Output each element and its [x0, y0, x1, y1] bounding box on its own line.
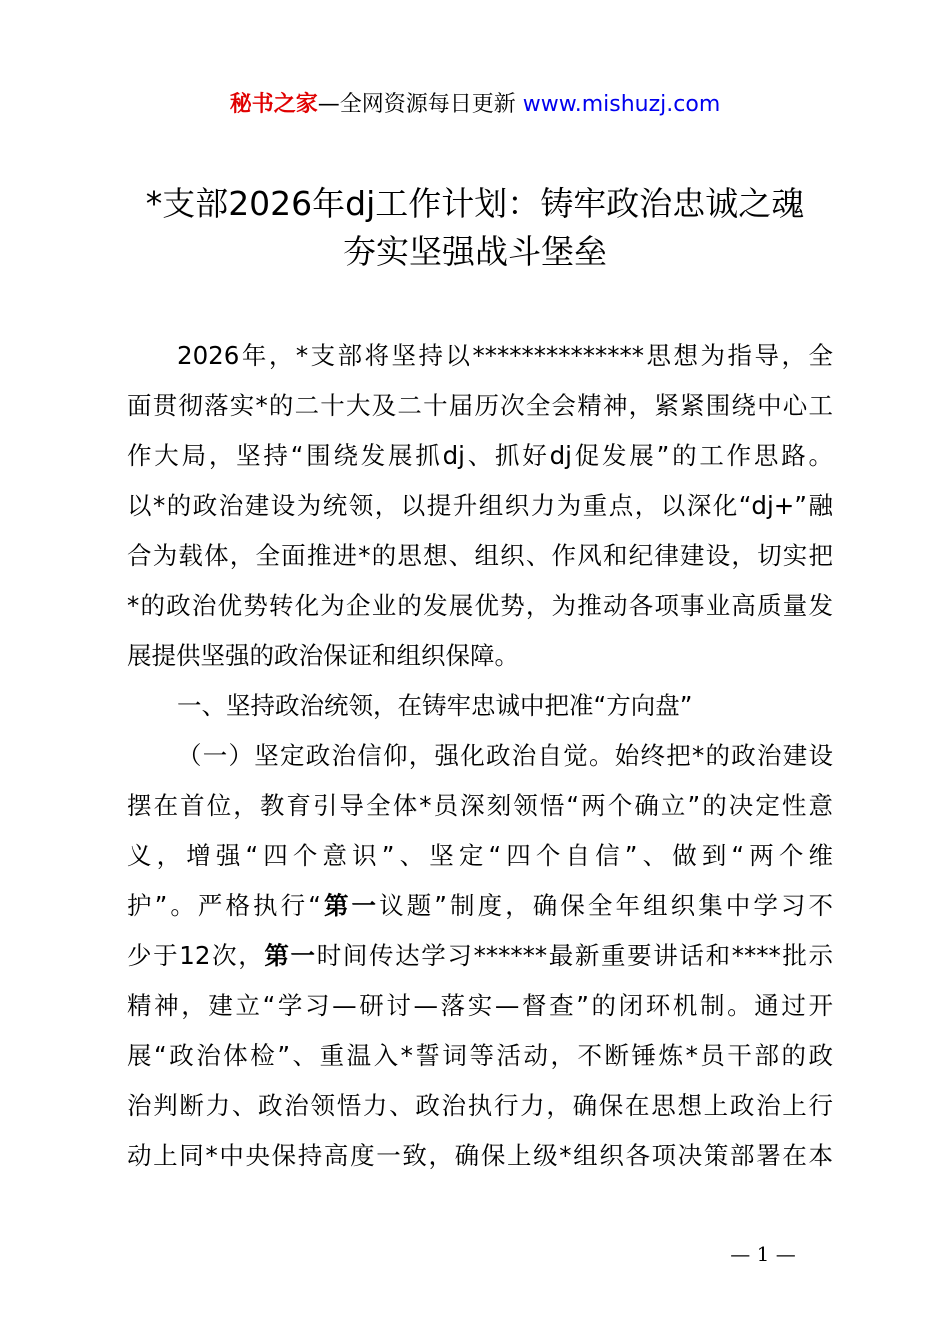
- site-banner: [0, 90, 950, 120]
- intro-paragraph: [127, 331, 833, 681]
- paragraph-line: [127, 931, 833, 981]
- paragraph-line: 治判断力、政治领悟力、政治执行力，确保在思想上政治上行: [127, 1091, 833, 1120]
- brand-name: 秘书之家: [229, 92, 318, 117]
- text-segment: 议题”制度，确保全年组织集中学习不: [379, 891, 833, 920]
- bold-text: 第一: [320, 891, 380, 920]
- paragraph-line: 摆在首位，教育引导全体*员深刻领悟“两个确立”的决定性意: [127, 791, 833, 820]
- section-heading: [127, 681, 833, 731]
- banner-tagline: —全网资源每日更新: [317, 92, 523, 117]
- paragraph-line: 展提供坚强的政治保证和组织保障。: [127, 641, 519, 670]
- paragraph-line: 义，增强“四个意识”、坚定“四个自信”、做到“两个维: [127, 841, 833, 870]
- document-body: [127, 331, 833, 1181]
- paragraph-line: 作大局，坚持“围绕发展抓dj、抓好dj促发展”的工作思路。: [127, 441, 833, 470]
- subsection-paragraph: [127, 731, 833, 1181]
- paragraph-line: 展“政治体检”、重温入*誓词等活动，不断锤炼*员干部的政: [127, 1041, 833, 1070]
- text-segment: 时间传达学习******最新重要讲话和****批示: [316, 941, 833, 970]
- title-line-2: 夯实坚强战斗堡垒: [343, 232, 607, 271]
- paragraph-line: （一）坚定政治信仰，强化政治自觉。始终把*的政治建设: [177, 741, 833, 770]
- page-number: — 1 —: [730, 1242, 796, 1266]
- document-title: [60, 180, 890, 276]
- site-url-link[interactable]: www.mishuzj.com: [522, 92, 721, 117]
- paragraph-line: *的政治优势转化为企业的发展优势，为推动各项事业高质量发: [127, 591, 833, 620]
- paragraph-line: 动上同*中央保持高度一致，确保上级*组织各项决策部署在本: [127, 1141, 833, 1170]
- paragraph-line: 精神，建立“学习—研讨—落实—督查”的闭环机制。通过开: [127, 991, 833, 1020]
- text-segment: 少于12次，: [127, 941, 265, 970]
- paragraph-line: 合为载体，全面推进*的思想、组织、作风和纪律建设，切实把: [127, 541, 833, 570]
- bold-text: 第一: [264, 941, 317, 970]
- paragraph-line: 以*的政治建设为统领，以提升组织力为重点，以深化“dj+”融: [127, 491, 833, 520]
- section-heading-text: 一、坚持政治统领，在铸牢忠诚中把准“方向盘”: [177, 691, 693, 720]
- paragraph-line: 面贯彻落实*的二十大及二十届历次全会精神，紧紧围绕中心工: [127, 391, 833, 420]
- title-line-1: *支部2026年dj工作计划：铸牢政治忠诚之魂: [145, 184, 805, 223]
- paragraph-line: [127, 881, 833, 931]
- paragraph-line: 2026年，*支部将坚持以**************思想为指导，全: [177, 341, 833, 370]
- text-segment: 护”。严格执行“: [127, 891, 321, 920]
